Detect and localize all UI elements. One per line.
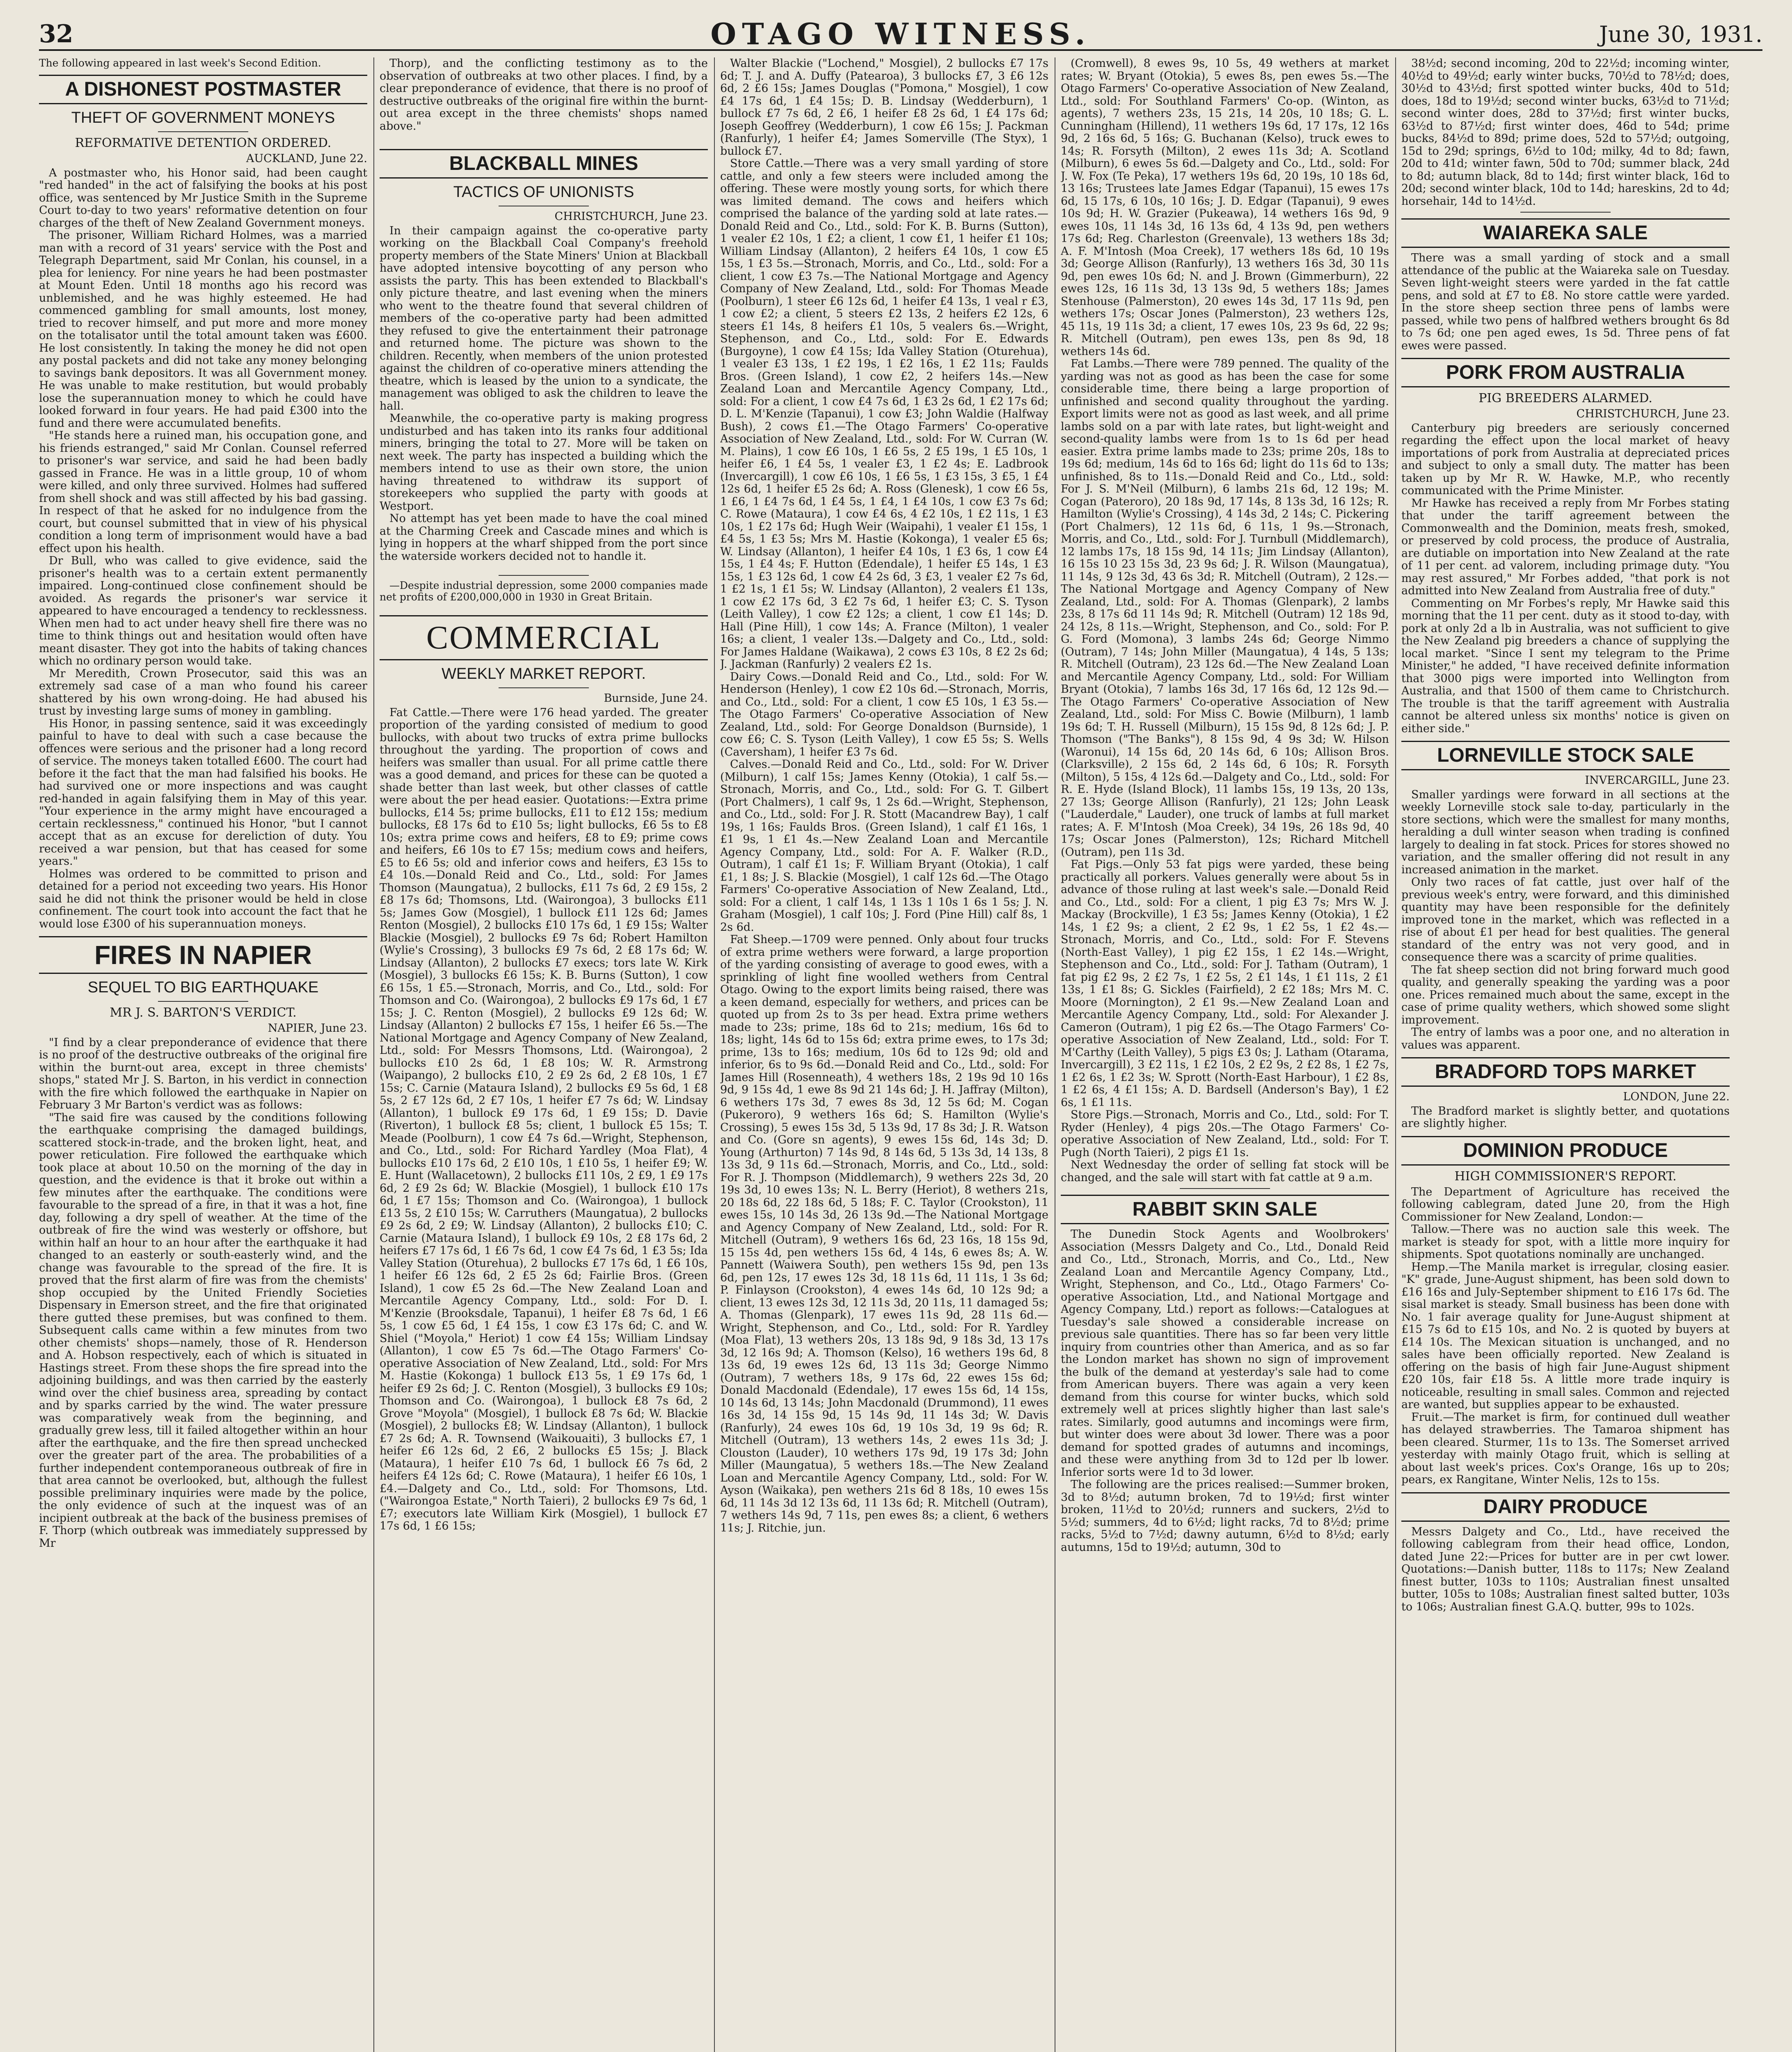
paragraph: "The said fire was caused by the conditions following the earthquake comprising the damaged buildings, scattered stock-in-trade, and the broken light, heat, and power reticulation. Fire followed the earthquake which took place at about 10.50 on the morning of the day in question, and the evidence is that it broke out within a few minutes after the earthquake. The conditions were favourable to the spread of a fire, in that it was a hot, fine day, following a dry spell of weather. At the time of the outbreak of fire the wind was westerly or offshore, but within half an hour to an hour after the earthquake it had changed to an easterly or south-easterly wind, and the change was favourable to the spread of the fire. It is proved that the first alarm of fire was from the chemists' shop occupied by the United Friendly Societies Dispensary in Emerson street, and the fire that originated there gutted these premises, but was confined to them. Subsequent calls came within a few minutes from two other chemists' shops—namely, those of R. Henderson and A. Hobson respectively, each of which is situated in Hastings street. From these shops the fire spread into the adjoining buildings, and was then carried by the easterly wind over the chief business area, spreading by contact and by sparks carried by the wind. The water pressure was comparatively weak from the beginning, and gradually grew less, till it failed altogether within an hour after the earthquake, and the fire then spread unchecked over the greater part of the area. The probabilities of a further independent contemporaneous outbreak of fire in that area cannot be overlooked, but, although the fullest possible preliminary inquiries were made by the police, the only evidence of such at the inquest was of an incipient outbreak at the back of the business premises of F. Thorp (which outbreak was immediately suppressed by Mr	[39, 1111, 367, 1550]
headline-dominion-produce: DOMINION PRODUCE	[1401, 1136, 1730, 1166]
paragraph: A postmaster who, his Honor said, had been caught "red handed" in the act of falsifying the books at his post office, was sentenced by Mr Justice Smith in the Supreme Court to-day to two years' reformative detention on four charges of the theft of New Zealand Government moneys.	[39, 166, 367, 229]
paragraph: The Bradford market is slightly better, and quotations are slightly higher.	[1401, 1104, 1730, 1130]
paragraph: Fat Cattle.—There were 176 head yarded. The greater proportion of the yarding consisted of medium to good bullocks, with about two trucks of extra prime bullocks throughout the yarding. The proportion of cows and heifers was smaller than usual. For all prime cattle there was a good demand, and prices for these can be quoted a shade better than last week, but other classes of cattle were about the per head easier. Quotations:—Extra prime bullocks, £14 5s; prime bullocks, £11 to £12 15s; medium bullocks, £8 17s 6d to £10 5s; light bullocks, £6 5s to £8 10s; extra prime cows and heifers, £8 to £9; prime cows and heifers, £6 10s to £7 15s; medium cows and heifers, £5 to £6 5s; old and inferior cows and heifers, £3 15s to £4 10s.—Donald Reid and Co., Ltd., sold: For James Thomson (Maungatua), 2 bullocks, £11 7s 6d, 2 £9 15s, 2 £8 17s 6d; Thomsons, Ltd. (Wairongoa), 3 bullocks £11 5s; James Gow (Mosgiel), 1 bullock £11 12s 6d; James Renton (Mosgiel), 2 bullocks £10 17s 6d, 1 £9 15s; Walter Blackie (Mosgiel), 2 bullocks £9 7s 6d; Robert Hamilton (Wylie's Crossing), 3 bullocks £9 7s 6d, 2 £8 17s 6d; W. Lindsay (Allanton), 2 bullocks £7 execs; tors late W. Kirk (Mosgiel), 3 bullocks £6 15s; K. B. Burns (Sutton), 1 cow £6 15s, 1 £5.—Stronach, Morris, and Co., Ltd., sold: For Thomson and Co. (Wairongoa), 2 bullocks £9 17s 6d, 1 £7 15s; J. C. Renton (Mosgiel), 2 bullocks £9 12s 6d; W. Lindsay (Allanton) 2 bullocks £7 15s, 1 heifer £6 5s.—The National Mortgage and Agency Company of New Zealand, Ltd., sold: For Messrs Thomsons, Ltd. (Wairongoa), 2 bullocks £10 2s 6d, 1 £8 10s; W. R. Armstrong (Waipango), 2 bullocks £10, 2 £9 2s 6d, 2 £8 10s, 1 £7 15s; C. Carnie (Mataura Island), 2 bullocks £9 5s 6d, 1 £8 5s, 2 £7 12s 6d, 2 £7 10s, 1 heifer £7 7s 6d; W. Lindsay (Allanton), 1 bullock £9 17s 6d, 1 £9 15s; D. Davie (Riverton), 1 bullock £8 5s; client, 1 bullock £5 15s; T. Meade (Poolburn), 1 cow £4 7s 6d.—Wright, Stephenson, and Co., Ltd., sold: For Richard Yardley (Moa Flat), 4 bullocks £10 17s 6d, 2 £10 10s, 1 £10 5s, 1 heifer £9; W. E. Hunt (Wallacetown), 2 bullocks £11 10s, 2 £9, 1 £9 17s 6d, 2 £9 2s 6d; W. Blackie (Mosgiel), 1 bullock £10 17s 6d, 1 £7 15s; Thomson and Co. (Wairongoa), 1 bullock £13 5s, 2 £10 15s; W. Carruthers (Maungatua), 2 bullocks £9 2s 6d, 2 £9; W. Lindsay (Allanton), 2 bullocks £10; C. Carnie (Mataura Island), 1 bullock £9 10s, 2 £8 17s 6d, 2 heifers £7 17s 6d, 1 £6 7s 6d, 1 cow £4 7s 6d, 1 £3 5s; Ida Valley Station (Oturehua), 2 bullocks £7 17s 6d, 1 £6 10s, 1 heifer £6 12s 6d, 2 £5 2s 6d; Fairlie Bros. (Green Island), 1 cow £5 2s 6d.—The New Zealand Loan and Mercantile Agency Company, Ltd., sold: For D. I. M'Kenzie (Brooksdale, Tapanui), 1 heifer £8 7s 6d, 1 £6 5s, 1 cow £5 6d, 1 £4 15s, 1 cow £3 17s 6d; C. and W. Shiel ("Moyola," Heriot) 1 cow £4 15s; William Lindsay (Allanton), 1 cow £5 7s 6d.—The Otago Farmers' Co-operative Association of New Zealand, Ltd., sold: For Mrs M. Hastie (Kokonga) 1 bullock £13 5s, 1 £9 17s 6d, 1 heifer £9 2s 6d; J. C. Renton (Mosgiel), 3 bullocks £9 10s; Thomson and Co. (Wairongoa), 1 bullock £8 7s 6d, 2 Grove "Moyola" (Mosgiel), 1 bullock £8 7s 6d; W. Blackie (Mosgiel), 2 bullocks £8; W. Lindsay (Allanton), 1 bullock £7 2s 6d; A. R. Townsend (Waikouaiti), 3 bullocks £7, 1 heifer £6 12s 6d, 2 £6, 2 bullocks £5 15s; J. Black (Mataura), 1 heifer £10 7s 6d, 1 bullock £6 7s 6d, 2 heifers £4 12s 6d; C. Rowe (Mataura), 1 heifer £6 10s, 1 £4.—Dalgety and Co., Ltd., sold: For Thomsons, Ltd. ("Wairongoa Estate," North Taieri), 2 bullocks £9 7s 6d, 1 £7; executors late William Kirk (Mosgiel), 1 bullock £7 17s 6d, 1 £6 15s;	[380, 706, 708, 1532]
paragraph: The entry of lambs was a poor one, and no alteration in values was apparent.	[1401, 1026, 1730, 1051]
divider	[158, 131, 248, 132]
paragraph: Commenting on Mr Forbes's reply, Mr Hawke said this morning that the 11 per cent. duty as it stood to-day, with pork at only 2d a lb in Australia, was not sufficient to give the New Zealand pig breeders a chance of supplying the local market. "Since I sent my telegram to the Prime Minister," he added, "I have received definite information that 3000 pigs were imported into Wellington from Australia, and that 1500 of them came to Christchurch. The trouble is that the tariff agreement with Australia cannot be altered unless six months' notice is given on either side."	[1401, 597, 1730, 735]
dateline: AUCKLAND, June 22.	[246, 152, 367, 165]
column-3	[720, 57, 1048, 2052]
paragraph: "He stands here a ruined man, his occupation gone, and his friends estranged," said Mr Conlan. Counsel referred to prisoner's war service, and said he had been badly gassed in France. He was in a little group, 10 of whom were killed, and only three survived. Holmes had suffered from shell shock and was still affected by his bad gassing. In respect of that he asked for no indulgence from the court, but counsel submitted that in view of his physical condition a long term of imprisonment would have a bad effect upon his health.	[39, 429, 367, 555]
paragraph: The fat sheep section did not bring forward much good quality, and generally speaking the yarding was a poor one. Prices remained much about the same, except in the case of prime quality wethers, which showed some slight improvement.	[1401, 963, 1730, 1026]
newspaper-title: OTAGO WITNESS.	[710, 16, 1091, 51]
headline-lorneville-stock-sale: LORNEVILLE STOCK SALE	[1401, 741, 1730, 770]
column-1	[39, 57, 367, 2052]
filler-note: —Despite industrial depression, some 2000 companies made net profits of £200,000,000 in 1930 in Great Britain.	[380, 579, 708, 603]
column-rule	[1395, 57, 1396, 2052]
paragraph: Messrs Dalgety and Co., Ltd., have received the following cablegram from their head office, London, dated June 22:—Prices for butter are in per cwt lower. Quotations:—Danish butter, 118s to 117s; New Zealand finest butter, 103s to 110s; Australian finest unsalted butter, 105s to 108s; Australian finest salted butter, 103s to 106s; Australian finest G.A.Q. butter, 99s to 102s.	[1401, 1525, 1730, 1613]
paragraph: Fat Pigs.—Only 53 fat pigs were yarded, these being practically all porkers. Values generally were about 5s in advance of those ruling at last week's sale.—Donald Reid and Co., Ltd., sold: For a client, 1 pig £3 7s; Mrs W. J. Mackay (Brockville), 1 £3 5s; James Kenny (Otokia), 1 £2 14s, 1 £2 9s; a client, 2 £2 9s, 1 £2 5s, 1 £2 4s.—Stronach, Morris, and Co., Ltd., sold: For F. Stevens (North-East Valley), 1 pig £2 15s, 1 £2 14s.—Wright, Stephenson and Co., Ltd., sold: For J. Tatham (Outram), 1 fat pig £2 9s, 2 £2 7s, 1 £2 5s, 2 £1 14s, 1 £1 11s, 2 £1 13s, 1 £1 8s; G. Sickles (Fairfield), 2 £2 18s; Mrs M. C. Moore (Mornington), 2 £1 9s.—New Zealand Loan and Mercantile Agency Company, Ltd., sold: For Alexander J. Cameron (Outram), 1 pig £2 6s.—The Otago Farmers' Co-operative Association of New Zealand, Ltd., sold: For T. M'Carthy (Leith Valley), 5 pigs £3 0s; J. Latham (Otarama, Invercargill), 3 £2 11s, 1 £2 10s, 2 £2 9s, 2 £2 8s, 1 £2 7s, 1 £2 6s, 1 £2 3s; W. Sprott (North-East Harbour), 1 £2 8s, 1 £2 6s, 4 £1 15s; A. D. Bardsell (Anderson's Bay), 1 £2 6s, 1 £1 11s.	[1061, 858, 1389, 1109]
article-body	[380, 707, 708, 1533]
subhead-pig-breeders: PIG BREEDERS ALARMED.	[1478, 391, 1652, 405]
paragraph: Mr Hawke has received a reply from Mr Forbes stating that under the tariff agreement between the Commonwealth and the Dominion, meats fresh, smoked, or preserved by cold process, the produce of Australia, are dutiable on importation into New Zealand at the rate of 11 per cent. ad valorem, including primage duty. "You may rest assured," Mr Forbes added, "that pork is not admitted into New Zealand from Australia free of duty."	[1401, 497, 1730, 597]
article-body	[380, 225, 708, 563]
article-body	[39, 167, 367, 931]
paragraph: Canterbury pig breeders are seriously concerned regarding the effect upon the local market of heavy importations of pork from Australia at depreciated prices and subject to only a small duty. The matter has been taken up by Mr R. W. Hawke, M.P., who recently communicated with the Prime Minister.	[1401, 421, 1730, 497]
paragraph: There was a small yarding of stock and a small attendance of the public at the Waiareka sale on Tuesday. Seven light-weight steers were yarded in the fat cattle pens, and sold at £7 to £8. No store cattle were yarded. In the store sheep section three pens of lambs were passed, while two pens of halfbred wethers brought 6s 8d to 7s 6d; one pen aged ewes, 1s 5d. Three pens of fat ewes were passed.	[1401, 252, 1730, 352]
paragraph: Next Wednesday the order of selling fat stock will be changed, and the sale will start with fat cattle at 9 a.m.	[1061, 1159, 1389, 1184]
column-2	[380, 57, 708, 2052]
page-number: 32	[39, 20, 73, 48]
subhead-high-commissioner: HIGH COMMISSIONER'S REPORT.	[1454, 1169, 1677, 1184]
paragraph: Tallow.—There was no auction sale this week. The market is steady for spot, with a little more inquiry for shipments. Spot quotations nominally are unchanged.	[1401, 1223, 1730, 1261]
dateline: CHRISTCHURCH, June 23.	[1576, 408, 1730, 420]
paragraph: Fruit.—The market is firm, for continued dull weather has delayed strawberries. The Tamaroa shipment has been cleared. Sturmer, 11s to 13s. The Somerset arrived yesterday with mainly Otago fruit, which is selling at about last week's prices. Cox's Orange, 16s up to 20s; pears, ex Rangitane, Winter Nelis, 12s to 15s.	[1401, 1411, 1730, 1486]
paragraph: No attempt has yet been made to have the coal mined at the Charming Creek and Cascade mines and which is lying in hoppers at the wharf shipped from the port since the waterside workers decided not to handle it.	[380, 512, 708, 563]
paragraph: (Cromwell), 8 ewes 9s, 10 5s, 49 wethers at market rates; W. Bryant (Otokia), 5 ewes 8s, pen ewes 5s.—The Otago Farmers' Co-operative Association of New Zealand, Ltd., sold: For Southland Farmers' Co-op. (Winton, as agents), 7 wethers 23s, 15 21s, 14 20s, 10 18s; G. L. Cunningham (Hillend), 11 wethers 19s 6d, 17 17s, 12 16s 9d, 2 16s 6d, 5 16s; G. Buchanan (Kelso), truck ewes to 14s; R. Forsyth (Milton), 2 ewes 11s 3d; A. Scotland (Milburn), 6 ewes 5s 6d.—Dalgety and Co., Ltd., sold: For J. W. Fox (Te Peka), 17 wethers 19s 6d, 20 19s, 10 18s 6d, 13 16s; Trustees late James Edgar (Tapanui), 15 ewes 17s 6d, 15 17s, 6 10s, 10 16s; J. D. Edgar (Tapanui), 9 ewes 10s 9d; H. W. Grazier (Pukeawa), 14 wethers 16s 9d, 9 ewes 10s, 11 14s 3d, 16 13s 6d, 4 13s 9d, pen wethers 17s 6d; Reg. Charleston (Greenvale), 13 wethers 18s 3d; A. F. M'Intosh (Moa Creek), 17 wethers 18s 6d, 10 19s 3d; George Allison (Ranfurly), 13 wethers 16s 3d, 30 11s 9d, pen ewes 10s 6d; N. and J. Brown (Gimmerburn), 22 ewes 12s, 16 11s 3d, 13 13s 9d, 5 wethers 18s; James Stenhouse (Palmerston), 20 ewes 14s 3d, 17 11s 9d, pen wethers 17s; Oscar Jones (Palmerston), 23 wethers 12s, 45 11s, 19 11s 3d; a client, 17 ewes 10s, 23 9s 6d, 22 9s; R. Mitchell (Outram), pen ewes 13s, pen 8s 9d, 18 wethers 14s 6d.	[1061, 57, 1389, 358]
paragraph: In their campaign against the co-operative party working on the Blackball Coal Company's freehold property members of the State Miners' Union at Blackball have adopted intensive boycotting of any person who assists the party. This has been extended to Blackball's only picture theatre, and last evening when the miners who went to the theatre found that several children of members of the co-operative party had been admitted they refused to give the entertainment their patronage and returned home. The picture was shown to the children. Recently, when members of the union protested against the children of co-operative miners attending the theatre, which is leased by the union to a syndicate, the management was obliged to ask the children to leave the hall.	[380, 224, 708, 412]
column-rule	[714, 57, 715, 2052]
paragraph: The Department of Agriculture has received the following cablegram, dated June 20, from the High Commissioner for New Zealand, London:—	[1401, 1185, 1730, 1223]
subhead-weekly-market-report: WEEKLY MARKET REPORT.	[442, 665, 646, 682]
headline-blackball-mines: BLACKBALL MINES	[380, 149, 708, 179]
divider	[1180, 1188, 1270, 1189]
headline-dairy-produce: DAIRY PRODUCE	[1401, 1492, 1730, 1522]
dateline: LONDON, June 22.	[1623, 1090, 1730, 1103]
paragraph: Calves.—Donald Reid and Co., Ltd., sold: For W. Driver (Milburn), 1 calf 15s; James Kenny (Otokia), 1 calf 5s.—Stronach, Morris, and Co., Ltd., sold: For G. T. Gilbert (Port Chalmers), 1 calf 9s, 1 2s 6d.—Wright, Stephenson, and Co., Ltd., sold: For J. R. Stott (Macandrew Bay), 1 calf 19s, 1 16s; Faulds Bros. (Green Island), 1 calf £1 16s, 1 £1 9s, 1 £1 4s.—New Zealand Loan and Mercantile Agency Company, Ltd., sold: For A. F. Walker (R.D., Outram), 1 calf £1 1s; F. William Bryant (Otokia), 1 calf £1, 1 8s; J. S. Blackie (Mosgiel), 1 calf 12s 6d.—The Otago Farmers' Co-operative Association of New Zealand, Ltd., sold: For a client, 1 calf 14s, 1 13s 1 10s 1 6s 1 5s; J. N. Graham (Mosgiel), 1 calf 10s; J. Ford (Pine Hill) calf 8s, 1 2s 6d.	[720, 758, 1048, 934]
paragraph: Mr Meredith, Crown Prosecutor, said this was an extremely sad case of a man who found his career shattered by his own wrong-doing. He had abused his trust by investing large sums of money in gambling.	[39, 667, 367, 717]
headline-bradford-tops-market: BRADFORD TOPS MARKET	[1401, 1057, 1730, 1087]
column-4	[1061, 57, 1389, 2052]
paragraph: Dr Bull, who was called to give evidence, said the prisoner's health was to a certain extent permanently impaired. Long-continued close confinement should be avoided. As regards the prisoner's war service it appeared to have encouraged a tendency to recklessness. When men had to act under heavy shell fire there was no time to think things out and hesitation would often have meant disaster. They got into the habits of taking chances which no ordinary person would take.	[39, 554, 367, 667]
column-5	[1401, 57, 1730, 2052]
subhead-earthquake: SEQUEL TO BIG EARTHQUAKE	[87, 979, 319, 996]
paragraph: Thorp), and the conflicting testimony as to the observation of outbreaks at two other places. I find, by a clear preponderance of evidence, that there is no proof of destructive outbreaks of the original fire within the burnt-out area except in the three chemists' shops named above."	[380, 57, 708, 133]
article-body	[39, 1037, 367, 1550]
paragraph: Hemp.—The Manila market is irregular, closing easier. "K" grade, June-August shipment, has been sold down to £16 16s and July-September shipment to £16 17s 6d. The sisal market is steady. Small business has been done with No. 1 fair average quality for June-August shipment at £15 7s 6d to £15 10s, and No. 2 is quoted by buyers at £14 10s. The Mexican situation is unchanged, and no sales have been officially reported. New Zealand is offering on the basis of high fair June-August shipment £20 10s, fair £18 5s. A little more trade inquiry is noticeable, resulting in small sales. Common and rejected are wanted, but supplies appear to be exhausted.	[1401, 1260, 1730, 1411]
headline-rabbit-skin-sale: RABBIT SKIN SALE	[1061, 1195, 1389, 1224]
section-heading-commercial: COMMERCIAL	[380, 615, 708, 660]
paragraph: Fat Lambs.—There were 789 penned. The quality of the yarding was not as good as has been the case for some considerable time, there being a large proportion of unfinished and second quality throughout the yarding. Export limits were not as good as last week, and all prime lambs sold on a par with late rates, but light-weight and second-quality lambs were from 1s to 1s 6d per head easier. Extra prime lambs made to 23s; prime 20s, 18s to 19s 6d; medium, 14s 6d to 16s 6d; light do 11s 6d to 13s; unfinished, 8s to 11s.—Donald Reid and Co., Ltd., sold: For J. S. M'Neil (Milburn), 6 lambs 21s 6d, 12 19s; M. Cogan (Pateroro), 20 18s 9d, 17 14s, 8 13s 3d, 16 12s; R. Hamilton (Wylie's Crossing), 4 14s 3d, 2 14s; C. Pickering (Port Chalmers), 12 11s 6d, 6 11s, 1 9s.—Stronach, Morris, and Co., Ltd., sold: For J. Turnbull (Middlemarch), 12 lambs 17s, 18 15s 9d, 14 11s; Jim Lindsay (Allanton), 16 15s 10 23 15s 3d, 23 9s 6d; J. R. Wilson (Maungatua), 11 14s, 9 12s 3d, 43 6s 3d; R. Mitchell (Outram), 2 12s.—The National Mortgage and Agency Company of New Zealand, Ltd., sold: For A. Thomas (Glenpark), 2 lambs 23s, 8 17s 6d 11 14s 9d; R. Mitchell (Outram) 12 18s 9d, 24 12s, 8 11s.—Wright, Stephenson, and Co., sold: For P. G. Ford (Momona), 3 lambs 24s 6d; George Nimmo (Outram), 7 14s; John Miller (Maungatua), 4 14s, 5 13s; R. Mitchell (Outram), 23 12s 6d.—The New Zealand Loan and Mercantile Agency Company, Ltd., sold: For William Bryant (Otokia), 7 lambs 16s 3d, 17 16s 6d, 12 12s 9d.—The Otago Farmers' Co-operative Association of New Zealand, Ltd., sold: For Miss C. Bowie (Milburn), 1 lamb 19s 6d; T. H. Russell (Milburn), 15 15s 9d, 8 12s 6d; J. P. Thomson ("The Banks"), 8 15s 9d, 4 9s 3d; W. Hilson (Waronui), 14 15s 6d, 20 14s 6d, 6 10s; Allison Bros. (Clarksville), 2 15s 6d, 2 14s 6d, 6 10s; R. Forsyth (Milton), 5 15s, 4 12s 6d.—Dalgety and Co., Ltd., sold: For R. E. Hyde (Island Block), 11 lambs 15s, 19 13s, 20 13s, 27 13s; George Allison (Ranfurly), 21 12s; John Leask ("Lauderdale," Lauder), one truck of lambs at full market rates; A. F. M'Intosh (Moa Creek), 34 19s, 26 18s 9d, 40 17s; Oscar Jones (Palmerston), 12s; Richard Mitchell (Outram), pen 11s 3d.	[1061, 357, 1389, 859]
paragraph: His Honor, in passing sentence, said it was exceedingly painful to have to deal with such a case because the offences were serious and the prisoner had a long record of service. The moneys taken totalled £600. The court had before it the fact that the man had falsified his books. He had survived one or more inspections and was caught red-handed in again falsifying them in May of this year. "Your experience in the army might have encouraged a certain recklessness," continued his Honor, "but I cannot accept that as an excuse for dereliction of duty. You received a war pension, but that has ceased for some years."	[39, 717, 367, 868]
headline-pork-from-australia: PORK FROM AUSTRALIA	[1401, 358, 1730, 387]
edition-note: The following appeared in last week's Second Edition.	[39, 57, 321, 69]
divider	[499, 575, 589, 576]
headline-dishonest-postmaster: A DISHONEST POSTMASTER	[39, 75, 367, 104]
paragraph: Holmes was ordered to be committed to prison and detained for a period not exceeding two years. His Honor said he did not think the prisoner would be held in close confinement. The court took into account the fact that he would lose £300 of his superannuation moneys.	[39, 867, 367, 930]
paragraph: Meanwhile, the co-operative party is making progress undisturbed and has taken into its ranks four additional miners, bringing the total to 27. More will be taken on next week. The party has inspected a building which the members intend to use as their own store, the union having threatened to withdraw its support of storekeepers who supplied the party with goods at Westport.	[380, 412, 708, 513]
paragraph: Fat Sheep.—1709 were penned. Only about four trucks of extra prime wethers were forward, a large proportion of the yarding consisting of average to good ewes, with a sprinkling of light fine woolled wethers from Central Otago. Owing to the export limits being raised, there was a keen demand, especially for wethers, and prices can be quoted up from 2s to 3s per head. Extra prime wethers made to 23s; prime, 18s 6d to 21s; medium, 16s 6d to 18s; light, 14s 6d to 15s 6d; extra prime ewes, to 17s 3d; prime, 13s to 16s; medium, 10s 6d to 12s 9d; old and inferior, 6s to 9s 6d.—Donald Reid and Co., Ltd., sold: For James Hill (Rosenneath), 4 wethers 18s, 2 19s 9d 10 16s 9d, 9 15s 4d, 1 ewe 8s 9d 21 14s 6d; J. H. Jaffray (Milton), 6 wethers 17s 3d, 7 ewes 8s 3d, 12 5s 6d; M. Cogan (Pukeroro), 9 wethers 16s 6d; S. Hamilton (Wylie's Crossing), 5 ewes 15s 3d, 5 13s 9d, 17 8s 3d; J. R. Watson and Co. (Gore sn agents), 9 ewes 15s 6d, 14s 3d; D. Young (Arthurton) 7 14s 9d, 8 14s 6d, 5 13s 3d, 14 13s, 8 13s 3d, 9 11s 6d.—Stronach, Morris, and Co., Ltd., sold: For R. J. Thompson (Middlemarch), 9 wethers 22s 3d, 20 19s 3d, 10 ewes 13s; N. L. Berry (Heriot), 8 wethers 21s, 20 18s 6d, 22 18s 6d, 5 18s; F. C. Taylor (Crookston), 11 ewes 15s, 10 14s 3d, 26 13s 9d.—The National Mortgage and Agency Company of New Zealand, Ltd., sold: For R. Mitchell (Outram), 9 wethers 16s 6d, 23 16s, 18 15s 9d, 15 15s 4d, pen wethers 15s 6d, 4 14s, 6 ewes 8s; A. W. Pannett (Waiwera South), pen wethers 15s 9d, pen 13s 6d, pen 12s, 17 ewes 12s 3d, 18 11s 6d, 11 11s, 1 3s 6d; P. Finlayson (Crookston), 4 ewes 14s 6d, 10 12s 9d; a client, 13 ewes 12s 3d, 12 11s 3d, 20 11s, 11 damaged 5s; A. Thomas (Glenpark), 17 ewes 11s 9d, 28 11s 6d.—Wright, Stephenson, and Co., Ltd., sold: For R. Yardley (Moa Flat), 13 wethers 20s, 13 18s 9d, 9 18s 3d, 13 17s 3d, 12 16s 9d; A. Thomson (Kelso), 16 wethers 19s 6d, 8 13s 6d, 19 ewes 12s 6d, 13 11s 3d; George Nimmo (Outram), 7 wethers 18s, 9 17s 6d, 22 ewes 15s 6d; Donald Macdonald (Edendale), 17 ewes 15s 6d, 14 15s, 10 14s 6d, 13 14s; John Macdonald (Drummond), 11 ewes 16s 3d, 14 15s 9d, 15 14s 9d, 11 14s 3d; W. Davis (Ranfurly), 24 ewes 10s 6d, 19 10s 3d, 19 9s 6d; R. Mitchell (Outram), 13 wethers 14s, 2 ewes 11s 3d; J. Clouston (Lauder), 10 wethers 17s 9d, 19 17s 3d; John Miller (Maungatua), 5 wethers 18s.—The New Zealand Loan and Mercantile Agency Company, Ltd., sold: For W. Ayson (Waikaka), pen wethers 21s 6d 8 18s, 10 ewes 15s 6d, 11 14s 3d 12 13s 6d, 11 13s 6d; R. Mitchell (Outram), 7 wethers 14s 9d, 7 11s, pen ewes 8s; a client, 6 wethers 11s; J. Ritchie, jun.	[720, 933, 1048, 1534]
dateline: Burnside, June 24.	[604, 692, 708, 705]
headline-waiareka-sale: WAIAREKA SALE	[1401, 218, 1730, 248]
column-rule	[373, 57, 374, 2052]
subhead-tactics: TACTICS OF UNIONISTS	[453, 183, 634, 201]
paragraph: Store Pigs.—Stronach, Morris and Co., Ltd., sold: For T. Ryder (Henley), 4 pigs 20s.—The Otago Farmers' Co-operative Association of New Zealand, Ltd., sold: For T. Pugh (North Taieri), 2 pigs £1 1s.	[1061, 1108, 1389, 1159]
paragraph: The prisoner, William Richard Holmes, was a married man with a record of 31 years' service with the Post and Telegraph Department, said Mr Conlan, his counsel, in a plea for leniency. For nine years he had been postmaster at Mount Eden. Until 18 months ago his record was unblemished, and he was highly esteemed. He had commenced gambling for small amounts, lost money, tried to recover himself, and put more and more money on the totalisator until the total amount taken was £600. He lost consistently. In taking the money he did not open any postal packets and did not take any money belonging to savings bank depositors. It was all Government money. He was unable to make restitution, but would probably lose the superannuation money to which he could have looked forward in four years. He had paid £300 into the fund and there were accumulated benefits.	[39, 229, 367, 430]
masthead	[39, 12, 1762, 51]
dateline: INVERCARGILL, June 23.	[1585, 774, 1730, 787]
paragraph: The Dunedin Stock Agents and Woolbrokers' Association (Messrs Dalgety and Co., Ltd., Donald Reid and Co., Ltd., Stronach, Morris, and Co., Ltd., New Zealand Loan and Mercantile Agency Company, Ltd., Wright, Stephenson, and Co., Ltd., Otago Farmers' Co-operative Association, Ltd., and National Mortgage and Agency Company, Ltd.) report as follows:—Catalogues at Tuesday's sale showed a considerable increase on previous sale quantities. There has so far been very little inquiry from countries other than America, and as so far the London market has shown no sign of improvement the bulk of the demand at yesterday's sale had to come from American buyers. There was again a very keen demand from this course for winter bucks, which sold extremely well at prices slightly higher than last sale's rates. Similarly, good autumns and incomings were firm, but winter does were about 3d lower. There was a poor demand for spotted grades of autumns and incomings, and these were anything from 3d to 12d per lb lower. Inferior sorts were 1d to 3d lower.	[1061, 1228, 1389, 1479]
divider	[499, 687, 589, 688]
subhead-detention: REFORMATIVE DETENTION ORDERED.	[75, 136, 332, 150]
paragraph: Dairy Cows.—Donald Reid and Co., Ltd., sold: For W. Henderson (Henley), 1 cow £2 10s 6d.—Stronach, Morris, and Co., Ltd., sold: For a client, 1 cow £5 10s, 1 £3 5s.—The Otago Farmers' Co-operative Association of New Zealand, Ltd., sold: For George Donaldson (Burnside), 1 cow £6; C. S. Tyson (Leith Valley), 1 cow £5 5s; S. Wells (Caversham), 1 heifer £3 7s 6d.	[720, 670, 1048, 758]
paragraph: Only two races of fat cattle, just over half of the previous week's entry, were forward, and this diminished quantity may have been responsible for the definitely improved tone in the market, which was reflected in a rise of about £1 per head for best qualities. The general standard of the entry was not very good, and in consequence there was a scarcity of prime qualities.	[1401, 876, 1730, 964]
divider	[1520, 212, 1611, 213]
dateline: NAPIER, June 23.	[268, 1022, 367, 1035]
paragraph: Store Cattle.—There was a very small yarding of store cattle, and only a few steers were included among the offering. These were mostly young sorts, for which there was limited demand. The cows and heifers which comprised the balance of the yarding sold at late rates.—Donald Reid and Co., Ltd., sold: For K. B. Burns (Sutton), 1 vealer £2 10s, 1 £2; a client, 1 cow £1, 1 heifer £1 10s; William Lindsay (Allanton), 2 heifers £4 10s, 1 cow £5 15s, 1 £3 5s.—Stronach, Morris, and Co., Ltd., sold: For a client, 1 cow £3 7s.—The National Mortgage and Agency Company of New Zealand, Ltd., sold: For Thomas Meade (Poolburn), 1 steer £6 12s 6d, 1 heifer £4 13s, 1 veal r £3, 1 cow £2; a client, 5 steers £2 13s, 2 heifers £2 12s, 6 steers £1 14s, 8 heifers £1 10s, 5 vealers 6s.—Wright, Stephenson, and Co., Ltd., sold: For E. Edwards (Burgoyne), 1 cow £4 15s; Ida Valley Station (Oturehua), 1 vealer £3 13s, 1 £2 19s, 1 £2 16s, 1 £2 11s; Faulds Bros. (Green Island), 1 cow £2, 2 heifers 14s.—New Zealand Loan and Mercantile Agency Company, Ltd., sold: For a client, 1 cow £4 7s 6d, 1 £3 2s 6d, 1 £2 17s 6d; D. L. M'Kenzie (Tapanui), 1 cow £3; John Waldie (Halfway Bush), 2 cows £1.—The Otago Farmers' Co-operative Association of New Zealand, Ltd., sold: For W. Curran (W. M. Plains), 1 cow £6 10s, 1 £6 5s, 2 £5 19s, 1 £5 10s, 1 heifer £6, 1 £4 5s, 1 vealer £3, 1 £2 4s; E. Ladbrook (Invercargill), 1 cow £6 10s, 1 £6 5s, 1 £3 15s, 3 £5, 1 £4 12s 6d, 1 heifer £5 2s 6d; A. Ross (Glenesk), 1 cow £6 5s, 1 £6, 1 £4 7s 6d, 1 £4 5s, 1 £4, 1 £4 10s, 1 cow £3 7s 6d; C. Rowe (Mataura), 1 cow £4 6s, 4 £2 10s, 1 £2 11s, 1 £3 10s, 1 £2 17s 6d; Hugh Weir (Waipahi), 1 vealer £1 15s, 1 £4 5s, 1 £3 5s; Mrs M. Hastie (Kokonga), 1 vealer £5 6s; W. Lindsay (Allanton), 1 heifer £4 10s, 1 £3 6s, 1 cow £4 15s, 1 £4 4s; F. Hutton (Edendale), 1 heifer £5 14s, 1 £3 15s, 1 £3 12s 6d, 1 cow £4 2s 6d, 3 £3, 1 vealer £2 7s 6d, 1 £2 1s, 1 £1 5s; W. Lindsay (Allanton), 2 vealers £1 13s, 1 cow £2 17s 6d, 3 £2 7s 6d, 1 heifer £3; C. S. Tyson (Leith Valley), 1 cow £2 12s; a client, 1 cow £1 14s; D. Hall (Pine Hill), 1 cow 14s; A. France (Milton), 1 vealer 16s; a client, 1 vealer 13s.—Dalgety and Co., Ltd., sold: For James Haldane (Waikawa), 2 cows £3 10s, 8 £2 2s 6d; J. Jackman (Ranfurly) 2 vealers £2 1s.	[720, 157, 1048, 671]
dateline: CHRISTCHURCH, June 23.	[554, 210, 708, 223]
issue-date: June 30, 1931.	[1599, 21, 1762, 47]
paragraph: "I find by a clear preponderance of evidence that there is no proof of the destructive outbreaks of the original fire within the burnt-out area, except in three chemists' shops," stated Mr J. S. Barton, in his verdict in connection with the fire which followed the earthquake in Napier on February 3 Mr Barton's verdict was as follows:	[39, 1036, 367, 1111]
paragraph: 38½d; second incoming, 20d to 22½d; incoming winter, 40½d to 49½d; early winter bucks, 70½d to 78½d; does, 30½d to 43½d; first spotted winter bucks, 40d to 51d; does, 18d to 19½d; second winter bucks, 63½d to 71½d; second winter does, 28d to 37½d; first winter bucks, 63½d to 87½d; first winter does, 46d to 54d; prime bucks, 84½d to 89d; prime does, 52d to 57½d; outgoing, 15d to 29d; springs, 6½d to 10d; milky, 4d to 8d; fawn, 20d to 41d; winter fawn, 50d to 70d; summer black, 24d to 8d; autumn black, 8d to 14d; first winter black, 16d to 20d; second winter black, 10d to 14d; hareskins, 2d to 4d; horsehair, 14d to 14½d.	[1401, 57, 1730, 208]
paragraph: Smaller yardings were forward in all sections at the weekly Lorneville stock sale to-day, particularly in the store sections, which were the smallest for many months, heralding a dull winter season when trading is confined largely to dealing in fat stock. Prices for stores showed no variation, and the smaller offering did not result in any increased animation in the market.	[1401, 788, 1730, 876]
subhead-theft: THEFT OF GOVERNMENT MONEYS	[71, 109, 335, 126]
paragraph: The following are the prices realised:—Summer broken, 3d to 8½d; autumn broken, 7d to 19½d; first winter broken, 11½d to 20½d; runners and suckers, 2½d to 5½d; summers, 4d to 6½d; light racks, 7d to 8½d; prime racks, 5½d to 7½d; dawny autumn, 6½d to 8½d; early autumns, 15d to 19½d; autumn, 30d to	[1061, 1478, 1389, 1554]
paragraph: Walter Blackie ("Lochend," Mosgiel), 2 bullocks £7 17s 6d; T. J. and A. Duffy (Patearoa), 3 bullocks £7, 3 £6 12s 6d, 2 £6 15s; James Douglas ("Pomona," Mosgiel), 1 cow £4 17s 6d, 1 £4 15s; D. B. Lindsay (Wedderburn), 1 bullock £7 7s 6d, 2 £6, 1 heifer £8 2s 6d, 1 £4 17s 6d; Joseph Geoffrey (Wedderburn), 1 cow £6 15s; J. Packman (Ranfurly), 1 heifer £4; James Somerville (The Styx), 1 bullock £7.	[720, 57, 1048, 158]
subhead-verdict: MR J. S. BARTON'S VERDICT.	[110, 1005, 297, 1020]
headline-fires-in-napier: FIRES IN NAPIER	[39, 936, 367, 974]
divider	[158, 1001, 248, 1002]
